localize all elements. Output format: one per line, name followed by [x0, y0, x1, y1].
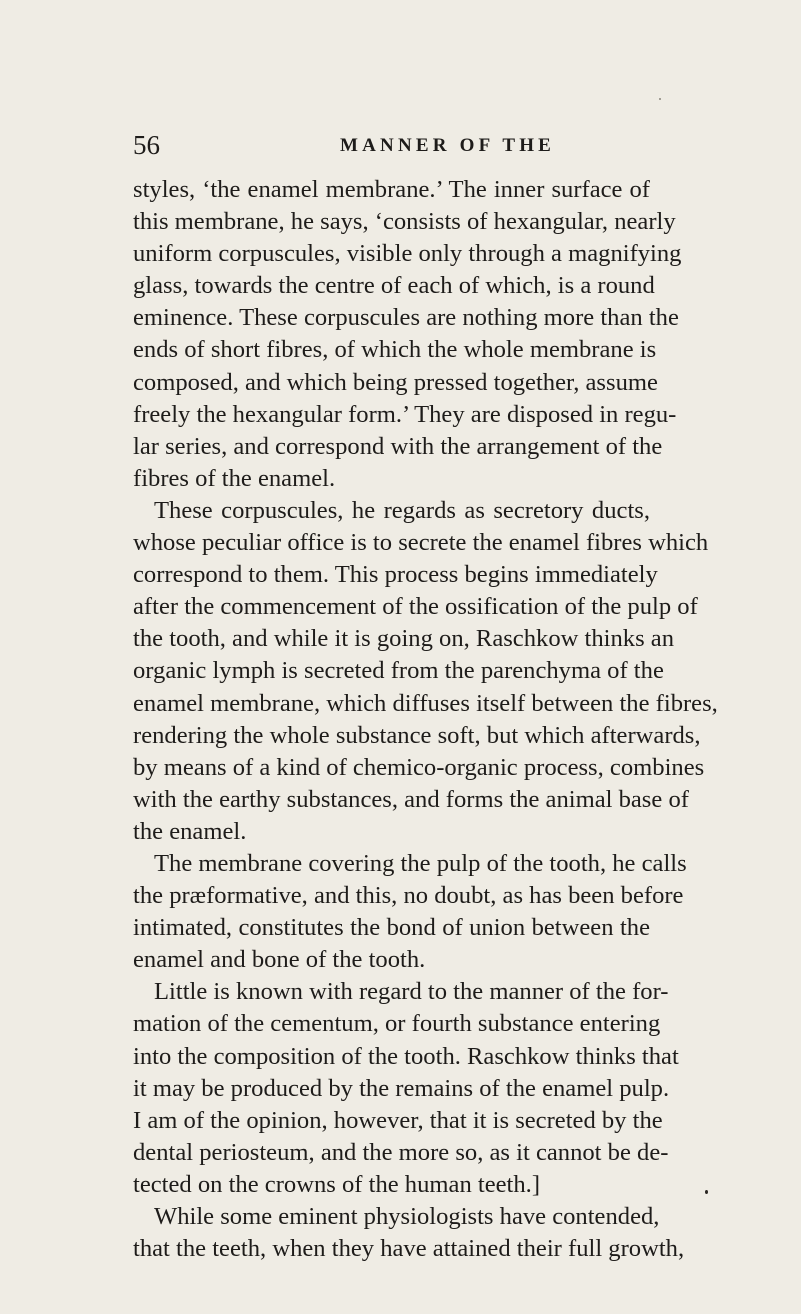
text-line: the enamel. [133, 817, 247, 845]
text-line: organic lymph is secreted from the parenchyma of the [133, 657, 664, 685]
ink-speck [659, 98, 661, 100]
text-line: correspond to them. This process begins immediately [133, 561, 658, 589]
text-line: fibres of the enamel. [133, 464, 336, 492]
text-line: intimated, constitutes the bond of union between the [133, 914, 650, 942]
text-line: the tooth, and while it is going on, Raschkow thinks an [133, 625, 675, 653]
page-number: 56 [133, 130, 160, 160]
text-line: The membrane covering the pulp of the tooth, he calls [154, 849, 687, 877]
text-line: into the composition of the tooth. Raschkow thinks that [133, 1042, 679, 1070]
text-line: whose peculiar office is to secrete the enamel fibres which [133, 529, 709, 557]
text-line: mation of the cementum, or fourth substance entering [133, 1010, 661, 1038]
text-line: freely the hexangular form.’ They are disposed in regu- [133, 400, 677, 428]
text-line: dental periosteum, and the more so, as it cannot be de- [133, 1138, 669, 1166]
text-line: after the commencement of the ossification of the pulp of [133, 593, 698, 621]
text-line: uniform corpuscules, visible only through a magnifying [133, 240, 682, 268]
text-line: glass, towards the centre of each of which, is a round [133, 272, 655, 300]
text-line: eminence. These corpuscules are nothing more than the [133, 304, 679, 332]
text-line: that the teeth, when they have attained their full growth, [133, 1235, 685, 1263]
text-line: ends of short fibres, of which the whole membrane is [133, 336, 657, 364]
text-line: it may be produced by the remains of the enamel pulp. [133, 1074, 670, 1102]
text-line: I am of the opinion, however, that it is secreted by the [133, 1106, 663, 1134]
page-header [133, 128, 653, 162]
text-line: These corpuscules, he regards as secretory ducts, [154, 496, 650, 524]
text-line: with the earthy substances, and forms the animal base of [133, 785, 689, 813]
text-line: While some eminent physiologists have contended, [154, 1203, 660, 1230]
text-line: Little is known with regard to the manner of the for- [154, 978, 669, 1006]
text-line: by means of a kind of chemico-organic process, combines [133, 753, 705, 781]
text-line: composed, and which being pressed together, assume [133, 368, 658, 396]
text-line: styles, ‘the enamel membrane.’ The inner surface of [133, 176, 650, 203]
text-line: this membrane, he says, ‘consists of hexangular, nearly [133, 208, 676, 236]
text-line: rendering the whole substance soft, but which afterwards, [133, 721, 701, 749]
text-line: lar series, and correspond with the arrangement of the [133, 432, 663, 460]
text-line: the præformative, and this, no doubt, as has been before [133, 882, 684, 910]
text-line: enamel and bone of the tooth. [133, 946, 426, 974]
body-text [133, 174, 718, 1265]
text-line: enamel membrane, which diffuses itself between the fibres, [133, 689, 718, 717]
ink-speck [705, 1190, 708, 1194]
running-head: MANNER OF THE [340, 135, 556, 156]
text-line: tected on the crowns of the human teeth.] [133, 1170, 541, 1198]
